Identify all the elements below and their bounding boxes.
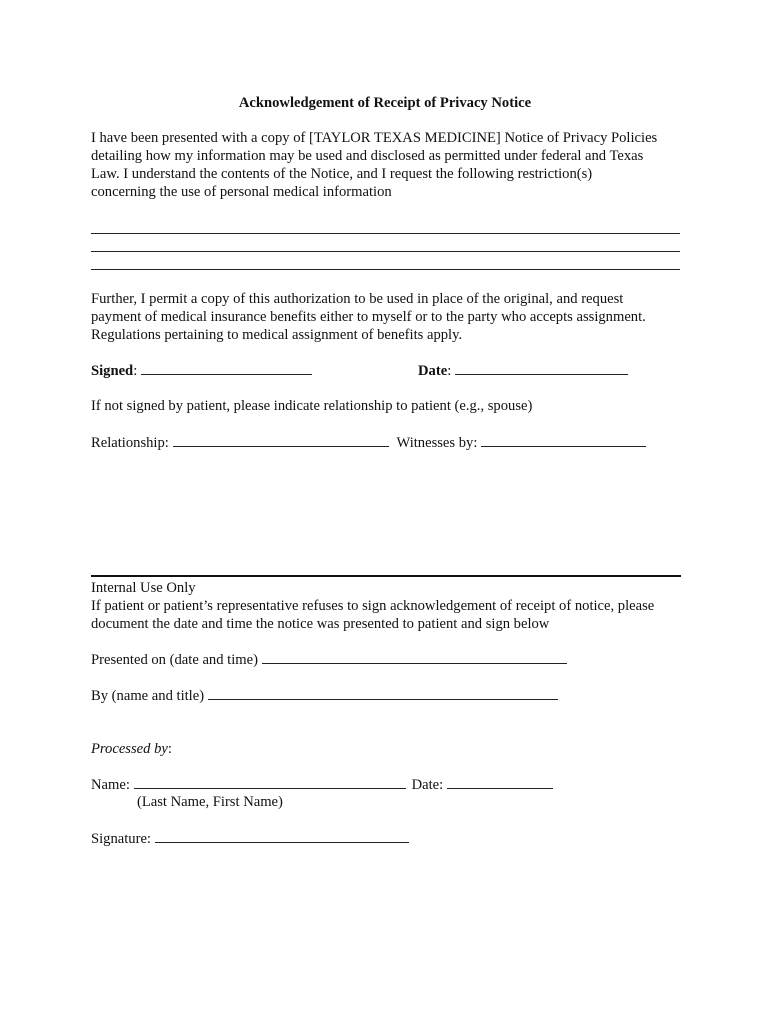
date-row: [418, 361, 628, 380]
witnesses-label: Witnesses by:: [396, 435, 478, 451]
name-row: [91, 775, 553, 794]
signature-row: [91, 829, 409, 848]
restriction-line-2[interactable]: [91, 251, 680, 252]
restriction-line-3[interactable]: [91, 269, 680, 270]
intro-line-2: detailing how my information may be used and disclosed as permitted under federal and Texas: [91, 148, 644, 164]
internal-heading: Internal Use Only: [91, 580, 196, 596]
intro-line-4: concerning the use of personal medical information: [91, 184, 392, 200]
relationship-instruction: If not signed by patient, please indicate relationship to patient (e.g., spouse): [91, 398, 533, 414]
by-row: [91, 686, 558, 705]
processed-by-row: [91, 740, 172, 758]
witnesses-field[interactable]: [481, 433, 646, 447]
name-hint: (Last Name, First Name): [137, 794, 283, 810]
relationship-label: Relationship:: [91, 435, 169, 451]
authorization-line-2: payment of medical insurance benefits either to myself or to the party who accepts assignment.: [91, 309, 646, 325]
date-field[interactable]: [455, 361, 628, 375]
date-label: Date: [418, 363, 448, 379]
by-field[interactable]: [208, 686, 558, 700]
presented-row: [91, 650, 567, 669]
processed-by-label: Processed by: [91, 741, 168, 757]
presented-field[interactable]: [262, 650, 567, 664]
name-field[interactable]: [134, 775, 406, 789]
presented-label: Presented on (date and time): [91, 652, 258, 668]
signed-row: [91, 361, 312, 380]
internal-divider: [91, 575, 681, 577]
intro-line-1: I have been presented with a copy of [TAYLOR TEXAS MEDICINE] Notice of Privacy Policies: [91, 130, 658, 146]
signed-label: Signed: [91, 363, 134, 379]
relationship-row: [91, 433, 646, 452]
name-date-label: Date:: [411, 777, 444, 793]
name-date-field[interactable]: [447, 775, 553, 789]
name-label: Name:: [91, 777, 130, 793]
date-colon: :: [447, 363, 452, 379]
authorization-line-3: Regulations pertaining to medical assignment of benefits apply.: [91, 327, 463, 343]
signed-field[interactable]: [141, 361, 312, 375]
signature-field[interactable]: [155, 829, 409, 843]
authorization-line-1: Further, I permit a copy of this authorization to be used in place of the original, and request: [91, 291, 624, 307]
page-title: Acknowledgement of Receipt of Privacy Notice: [238, 95, 532, 111]
intro-line-3: Law. I understand the contents of the Notice, and I request the following restriction(s): [91, 166, 593, 182]
by-label: By (name and title): [91, 688, 205, 704]
internal-instruction-line-2: document the date and time the notice was presented to patient and sign below: [91, 616, 550, 632]
processed-by-colon: :: [167, 741, 172, 757]
signed-colon: :: [133, 363, 138, 379]
signature-label: Signature:: [91, 831, 151, 847]
relationship-field[interactable]: [173, 433, 389, 447]
internal-instruction-line-1: If patient or patient’s representative refuses to sign acknowledgement of receipt of notice, please: [91, 598, 655, 614]
restriction-line-1[interactable]: [91, 233, 680, 234]
